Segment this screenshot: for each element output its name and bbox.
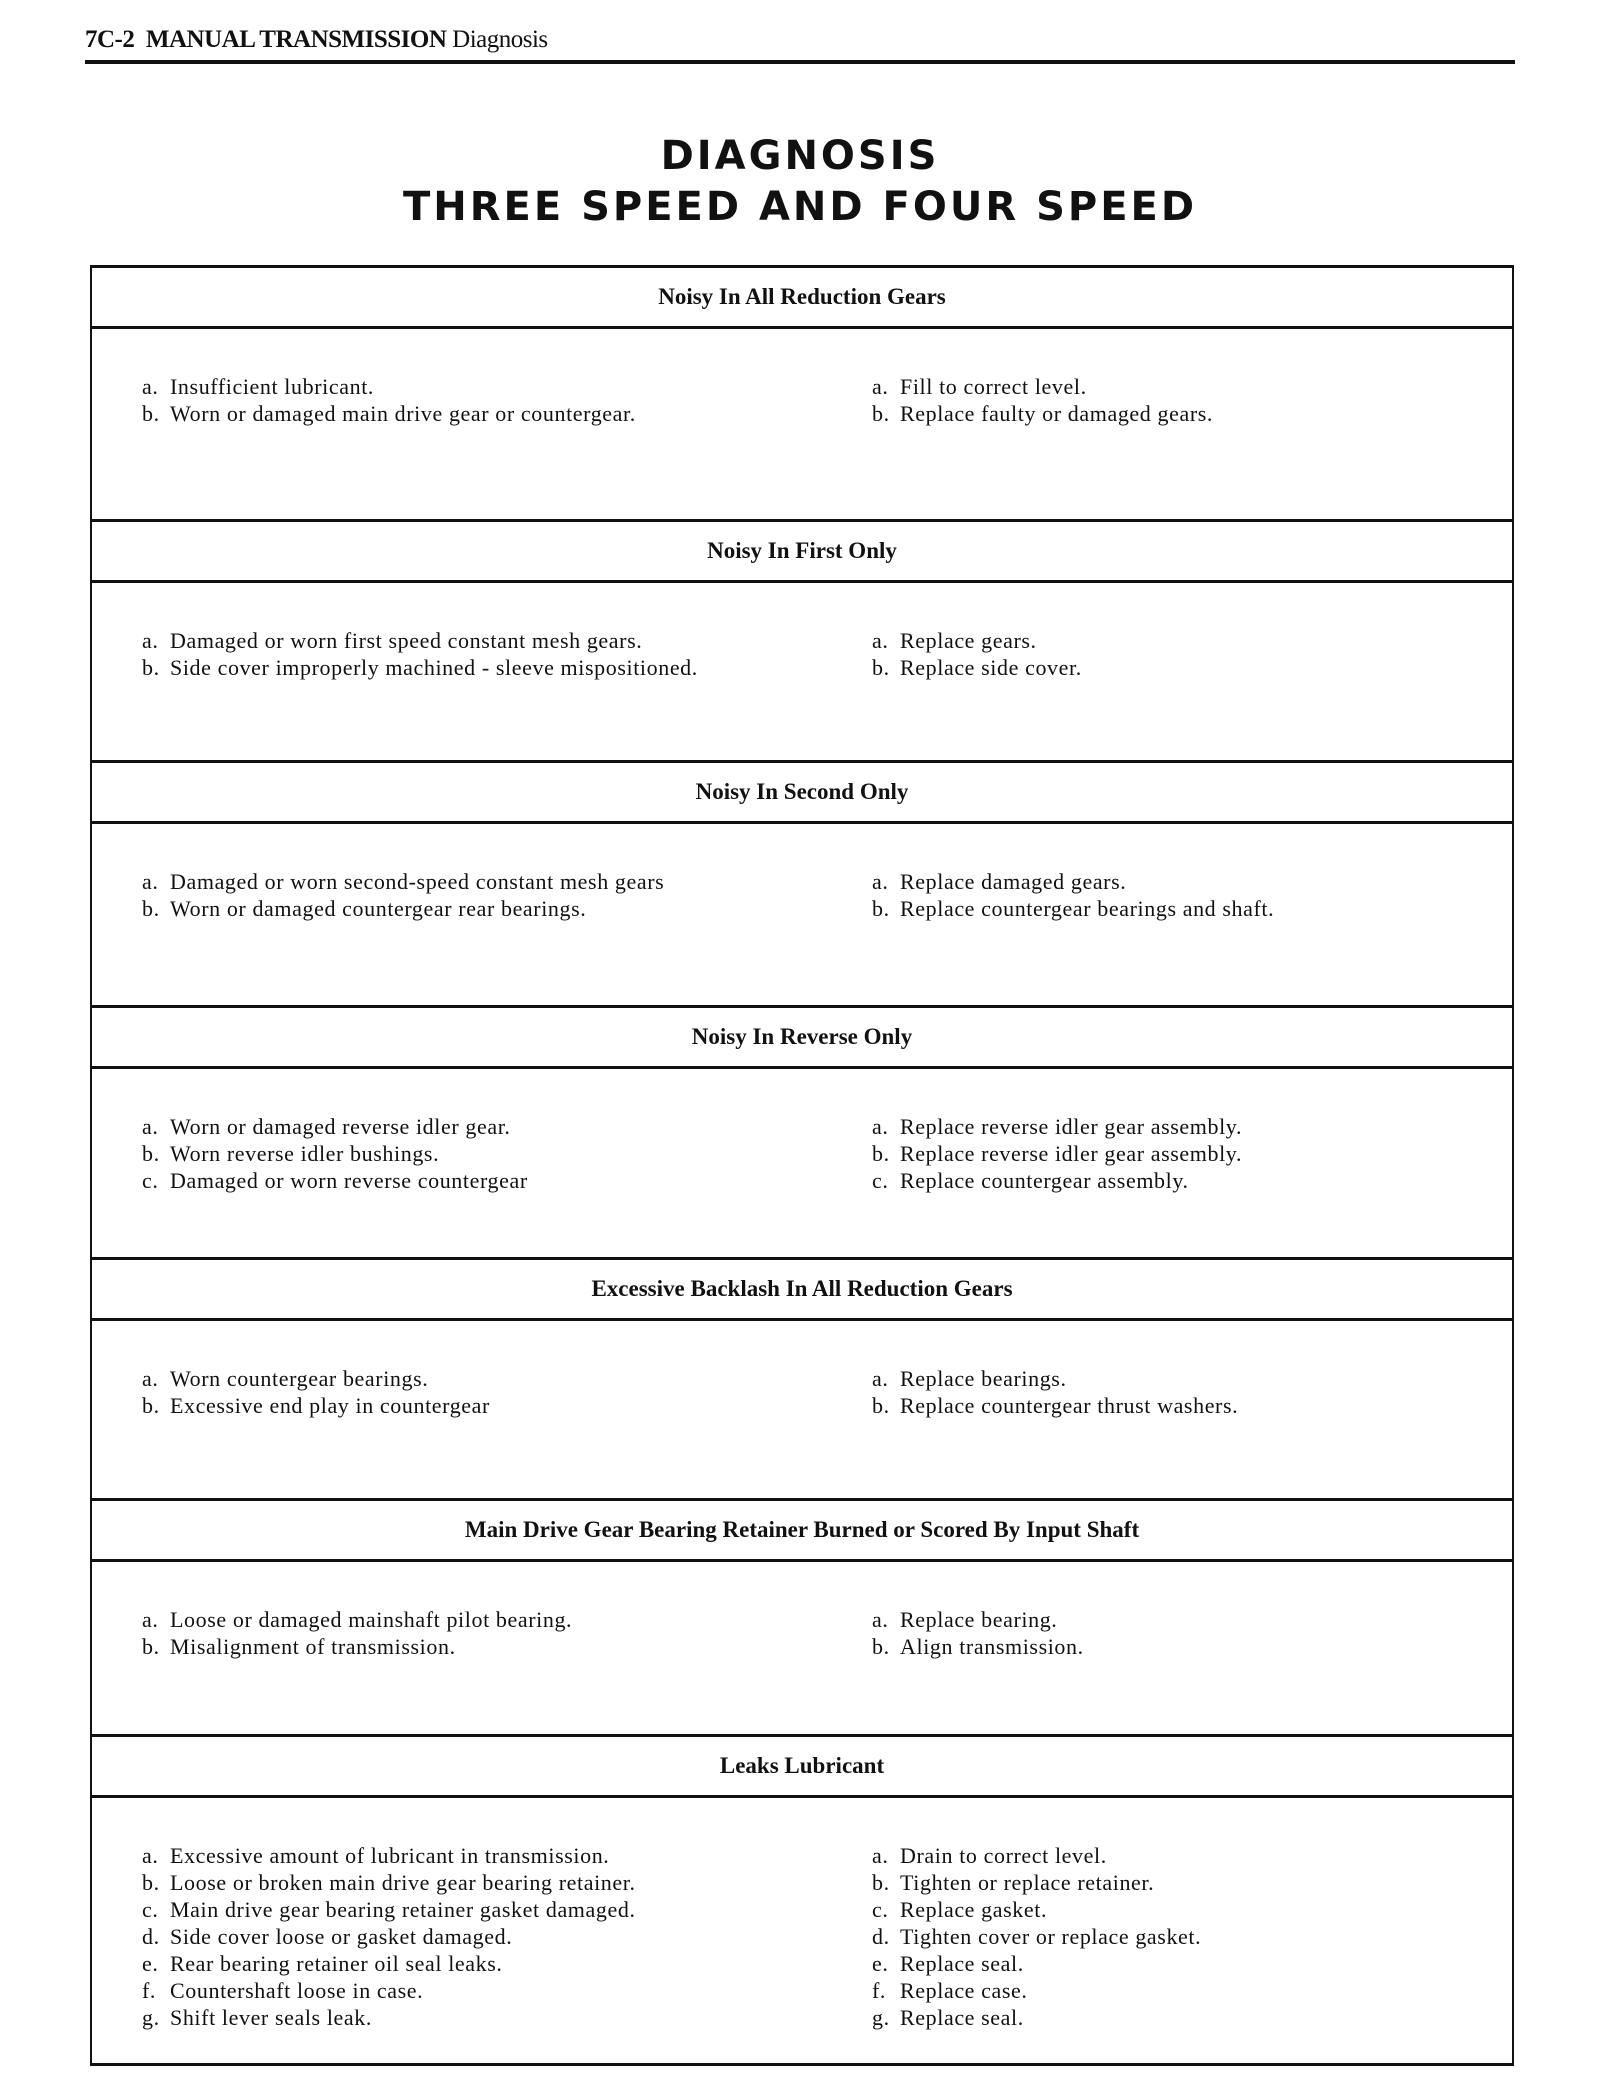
- item-letter: d.: [142, 1924, 160, 1949]
- item-letter: c.: [872, 1168, 889, 1193]
- cause-item: [142, 1633, 572, 1660]
- item-text: Worn countergear bearings.: [170, 1366, 429, 1391]
- cause-item: [142, 1896, 636, 1923]
- item-letter: b.: [142, 1141, 160, 1166]
- item-text: Replace faulty or damaged gears.: [900, 401, 1214, 426]
- item-letter: a.: [142, 1366, 159, 1391]
- item-text: Excessive amount of lubricant in transmission.: [170, 1843, 610, 1868]
- section-title: MANUAL TRANSMISSION: [145, 26, 447, 53]
- item-letter: g.: [872, 2005, 890, 2030]
- item-letter: a.: [142, 1114, 159, 1139]
- correction-item: [872, 1950, 1201, 1977]
- item-text: Replace side cover.: [900, 655, 1082, 680]
- item-letter: b.: [872, 655, 890, 680]
- item-letter: c.: [142, 1897, 159, 1922]
- correction-item: [872, 1896, 1201, 1923]
- item-text: Drain to correct level.: [900, 1843, 1107, 1868]
- item-letter: g.: [142, 2005, 160, 2030]
- item-text: Align transmission.: [900, 1634, 1084, 1659]
- item-letter: c.: [872, 1897, 889, 1922]
- cause-item: [142, 1869, 636, 1896]
- item-text: Side cover loose or gasket damaged.: [170, 1924, 513, 1949]
- cause-item: [142, 1113, 528, 1140]
- item-letter: c.: [142, 1168, 159, 1193]
- item-text: Replace reverse idler gear assembly.: [900, 1114, 1243, 1139]
- item-text: Side cover improperly machined - sleeve mispositioned.: [170, 655, 698, 680]
- item-text: Main drive gear bearing retainer gasket damaged.: [170, 1897, 636, 1922]
- cause-item: [142, 1923, 636, 1950]
- item-text: Shift lever seals leak.: [170, 2005, 372, 2030]
- diagnosis-section: [92, 763, 1512, 1008]
- item-text: Rear bearing retainer oil seal leaks.: [170, 1951, 503, 1976]
- item-text: Replace countergear thrust washers.: [900, 1393, 1239, 1418]
- section-heading: Noisy In First Only: [92, 522, 1512, 583]
- section-body: [92, 824, 1512, 1008]
- correction-item: [872, 1869, 1201, 1896]
- item-letter: a.: [872, 374, 889, 399]
- page-title: DIAGNOSIS: [660, 133, 940, 179]
- item-letter: b.: [142, 1870, 160, 1895]
- header-rule: [85, 60, 1515, 64]
- correction-item: [872, 1167, 1242, 1194]
- diagnosis-section: [92, 1008, 1512, 1260]
- item-text: Insufficient lubricant.: [170, 374, 375, 399]
- section-body: [92, 583, 1512, 763]
- item-text: Replace damaged gears.: [900, 869, 1127, 894]
- cause-item: [142, 1365, 490, 1392]
- item-letter: b.: [872, 1634, 890, 1659]
- section-heading: Noisy In Reverse Only: [92, 1008, 1512, 1069]
- item-text: Replace gears.: [900, 628, 1037, 653]
- section-body: [92, 329, 1512, 522]
- item-letter: b.: [872, 1870, 890, 1895]
- correction-item: [872, 1140, 1242, 1167]
- correction-list: [872, 1113, 1242, 1194]
- section-body: [92, 1069, 1512, 1260]
- section-body: [92, 1798, 1512, 2063]
- section-body: [92, 1321, 1512, 1501]
- item-letter: b.: [872, 401, 890, 426]
- item-letter: b.: [142, 401, 160, 426]
- item-text: Replace bearings.: [900, 1366, 1067, 1391]
- item-text: Damaged or worn reverse countergear: [170, 1168, 528, 1193]
- correction-item: [872, 868, 1274, 895]
- running-header: [85, 26, 548, 54]
- cause-item: [142, 2004, 636, 2031]
- cause-item: [142, 1140, 528, 1167]
- item-text: Replace gasket.: [900, 1897, 1048, 1922]
- correction-list: [872, 373, 1213, 427]
- item-text: Tighten or replace retainer.: [900, 1870, 1155, 1895]
- item-letter: b.: [142, 655, 160, 680]
- cause-item: [142, 1167, 528, 1194]
- item-text: Tighten cover or replace gasket.: [900, 1924, 1202, 1949]
- item-letter: a.: [142, 1607, 159, 1632]
- cause-item: [142, 1977, 636, 2004]
- item-text: Fill to correct level.: [900, 374, 1087, 399]
- page-number: 7C-2: [85, 26, 135, 53]
- item-text: Misalignment of transmission.: [170, 1634, 456, 1659]
- cause-item: [142, 400, 636, 427]
- item-text: Damaged or worn first speed constant mesh gears.: [170, 628, 643, 653]
- correction-list: [872, 1606, 1084, 1660]
- item-letter: a.: [872, 628, 889, 653]
- section-heading: Excessive Backlash In All Reduction Gears: [92, 1260, 1512, 1321]
- item-letter: f.: [872, 1978, 887, 2003]
- item-letter: a.: [142, 1843, 159, 1868]
- item-letter: b.: [872, 896, 890, 921]
- item-text: Loose or damaged mainshaft pilot bearing.: [170, 1607, 573, 1632]
- item-letter: a.: [872, 1607, 889, 1632]
- item-text: Worn or damaged main drive gear or countergear.: [170, 401, 636, 426]
- correction-list: [872, 1365, 1238, 1419]
- cause-list: [142, 1113, 528, 1194]
- cause-item: [142, 1950, 636, 1977]
- correction-list: [872, 627, 1082, 681]
- item-text: Replace reverse idler gear assembly.: [900, 1141, 1243, 1166]
- item-letter: e.: [142, 1951, 159, 1976]
- correction-item: [872, 1842, 1201, 1869]
- diagnosis-section: [92, 1501, 1512, 1737]
- item-letter: b.: [142, 1634, 160, 1659]
- cause-item: [142, 868, 664, 895]
- correction-list: [872, 1842, 1201, 2031]
- item-letter: b.: [872, 1393, 890, 1418]
- correction-item: [872, 2004, 1201, 2031]
- item-text: Excessive end play in countergear: [170, 1393, 490, 1418]
- page-subtitle: THREE SPEED AND FOUR SPEED: [402, 184, 1198, 230]
- section-heading: Main Drive Gear Bearing Retainer Burned or Scored By Input Shaft: [92, 1501, 1512, 1562]
- diagnosis-table: [90, 265, 1514, 2066]
- correction-item: [872, 1392, 1238, 1419]
- item-text: Replace bearing.: [900, 1607, 1058, 1632]
- correction-item: [872, 1606, 1084, 1633]
- item-text: Worn or damaged reverse idler gear.: [170, 1114, 511, 1139]
- correction-item: [872, 1113, 1242, 1140]
- cause-item: [142, 1392, 490, 1419]
- cause-list: [142, 1842, 636, 2031]
- cause-item: [142, 373, 636, 400]
- correction-item: [872, 627, 1082, 654]
- diagnosis-section: [92, 268, 1512, 522]
- item-letter: a.: [142, 628, 159, 653]
- cause-item: [142, 627, 698, 654]
- item-letter: b.: [142, 1393, 160, 1418]
- diagnosis-section: [92, 1737, 1512, 2063]
- correction-item: [872, 1977, 1201, 2004]
- correction-item: [872, 373, 1213, 400]
- item-letter: a.: [872, 1366, 889, 1391]
- cause-item: [142, 895, 664, 922]
- item-letter: d.: [872, 1924, 890, 1949]
- item-letter: a.: [872, 1843, 889, 1868]
- item-letter: a.: [142, 374, 159, 399]
- cause-list: [142, 373, 636, 427]
- item-letter: b.: [872, 1141, 890, 1166]
- item-text: Countershaft loose in case.: [170, 1978, 424, 2003]
- section-heading: Noisy In All Reduction Gears: [92, 268, 1512, 329]
- cause-item: [142, 1606, 572, 1633]
- item-letter: a.: [142, 869, 159, 894]
- item-letter: f.: [142, 1978, 157, 2003]
- correction-item: [872, 400, 1213, 427]
- subsection-title: Diagnosis: [452, 26, 548, 53]
- item-text: Damaged or worn second-speed constant mesh gears: [170, 869, 665, 894]
- item-text: Replace seal.: [900, 2005, 1024, 2030]
- correction-item: [872, 1923, 1201, 1950]
- correction-item: [872, 895, 1274, 922]
- section-heading: Noisy In Second Only: [92, 763, 1512, 824]
- correction-item: [872, 1633, 1084, 1660]
- diagnosis-section: [92, 522, 1512, 763]
- item-text: Replace seal.: [900, 1951, 1024, 1976]
- item-letter: a.: [872, 869, 889, 894]
- diagnosis-section: [92, 1260, 1512, 1501]
- correction-list: [872, 868, 1274, 922]
- correction-item: [872, 654, 1082, 681]
- cause-item: [142, 654, 698, 681]
- item-letter: e.: [872, 1951, 889, 1976]
- section-heading: Leaks Lubricant: [92, 1737, 1512, 1798]
- cause-item: [142, 1842, 636, 1869]
- correction-item: [872, 1365, 1238, 1392]
- section-body: [92, 1562, 1512, 1737]
- item-text: Loose or broken main drive gear bearing retainer.: [170, 1870, 636, 1895]
- item-text: Replace case.: [900, 1978, 1028, 2003]
- item-letter: b.: [142, 896, 160, 921]
- item-text: Worn reverse idler bushings.: [170, 1141, 440, 1166]
- item-text: Worn or damaged countergear rear bearings.: [170, 896, 587, 921]
- cause-list: [142, 1606, 572, 1660]
- item-text: Replace countergear bearings and shaft.: [900, 896, 1275, 921]
- cause-list: [142, 868, 664, 922]
- cause-list: [142, 1365, 490, 1419]
- cause-list: [142, 627, 698, 681]
- item-text: Replace countergear assembly.: [900, 1168, 1189, 1193]
- item-letter: a.: [872, 1114, 889, 1139]
